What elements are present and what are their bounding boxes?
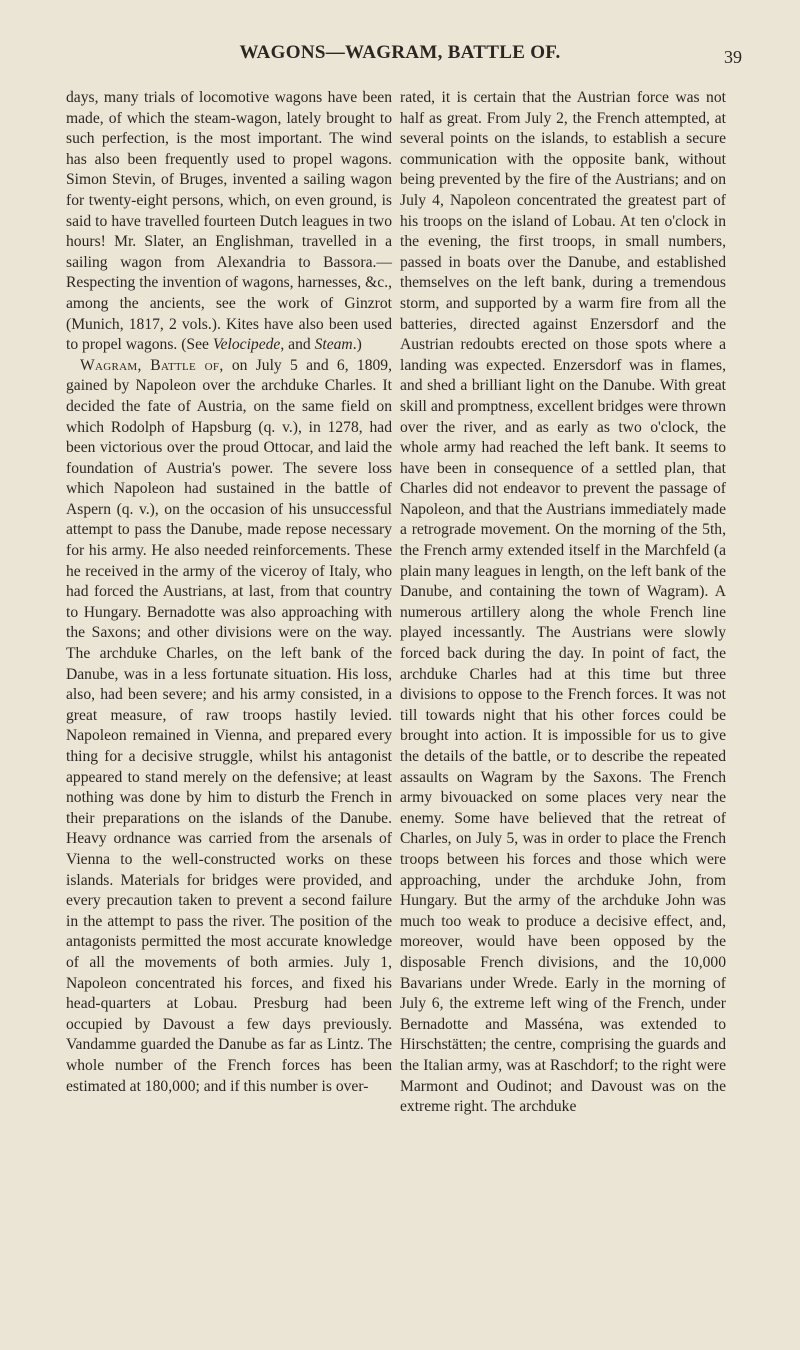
right-column xyxy=(400,88,726,1118)
entry-text: on July 5 and 6, 1809, gained by Napoleon over the archduke Charles. It decided the fate of Austria, on the same field on which Rodolph of Hapsburg (q. v.), in 1278, had been victorious over the proud Ottocar, and laid the foundation of Austria's power. The severe loss which Napoleon had sustained in the battle of Aspern (q. v.), on the occasion of his unsuccessful attempt to pass the Danube, made repose necessary for his army. He also needed reinforcements. These he received in the army of the viceroy of Italy, who had forced the Austrians, at last, from that country to Hungary. Bernadotte was also approaching with the Saxons; and other divisions were on the way. The archduke Charles, on the left bank of the Danube, was in a less fortunate situation. His loss, also, had been severe; and his army consisted, in a great measure, of raw troops hastily levied. Napoleon remained in Vienna, and prepared every thing for a decisive struggle, whilst his antagonist appeared to stand merely on the defensive; at least nothing was done by him to disturb the French in their preparations on the islands of the Danube. Heavy ordnance was carried from the arsenals of Vienna to the well-constructed works on these islands. Materials for bridges were provided, and every precaution taken to prevent a second failure in the attempt to pass the river. The position of the antagonists permitted the most accurate knowledge of all the movements of both armies. July 1, Napoleon concentrated his forces, and fixed his head-quarters at Lobau. Presburg had been occupied by Davoust a few days previously. Vandamme guarded the Danube as far as Lintz. The whole number of the French forces has been estimated at 180,000; and if this number is over- xyxy=(66,356,392,1095)
paragraph-text: , and xyxy=(280,336,315,354)
page-number: 39 xyxy=(724,47,742,67)
paragraph-text: days, many trials of locomotive wagons have been made, of which the steam-wagon, lately brought to such perfection, is the most important. The wind has also been frequently used to propel wagons. Simon Stevin, of Bruges, invented a sailing wagon for twenty-eight persons, which, on even ground, is said to have travelled fourteen Dutch leagues in two hours! Mr. Slater, an Englishman, travelled in a sailing wagon from Alexandria to Bassora.—Respecting the invention of wagons, harnesses, &c., among the ancients, see the work of Ginzrot (Munich, 1817, 2 vols.). Kites have also been used to propel wagons. (See xyxy=(66,89,392,354)
entry-headword: Wagram, Battle of, xyxy=(80,356,224,374)
entry-wagram xyxy=(66,356,392,1097)
left-column xyxy=(66,88,392,1097)
paragraph-wagons xyxy=(66,88,392,356)
cross-reference: Velocipede xyxy=(212,336,281,354)
running-head: WAGONS—WAGRAM, BATTLE OF. xyxy=(239,42,561,63)
cross-reference: Steam xyxy=(314,336,353,354)
paragraph-text: .) xyxy=(352,336,362,354)
paragraph-continued: rated, it is certain that the Austrian force was not half as great. From July 2, the French attempted, at several points on the islands, to establish a secure communication with the opposite bank, without being prevented by the fire of the Austrians; and on July 4, Napoleon concentrated the greatest part of his troops on the island of Lobau. At ten o'clock in the evening, the first troops, in small numbers, passed in boats over the Danube, and established themselves on the left bank, during a tremendous storm, and supported by a warm fire from all the batteries, directed against Enzersdorf and the Austrian redoubts erected on those spots where a landing was expected. Enzersdorf was in flames, and shed a brilliant light on the Danube. With great skill and promptness, excellent bridges were thrown over the river, and as early as two o'clock, the whole army had reached the left bank. It seems to have been in consequence of a settled plan, that Charles did not endeavor to prevent the passage of Napoleon, and that the Austrians immediately made a retrograde movement. On the morning of the 5th, the French army extended itself in the Marchfeld (a plain many leagues in length, on the left bank of the Danube, and containing the town of Wagram). A numerous artillery along the whole French line played incessantly. The Austrians were slowly forced back during the day. In point of fact, the archduke Charles had at this time but three divisions to oppose to the French forces. It was not till towards night that his other forces could be brought into action. It is impossible for us to give the details of the battle, or to describe the repeated assaults on Wagram by the Saxons. The French army bivouacked on some places very near the enemy. Some have believed that the retreat of Charles, on July 5, was in order to place the French troops between his forces and those which were approaching, under the archduke John, from Hungary. But the army of the archduke John was much too weak to produce a decisive effect, and, moreover, would have been opposed by the disposable French divisions, and the 10,000 Bavarians under Wrede. Early in the morning of July 6, the extreme left wing of the French, under Bernadotte and Masséna, was extended to Hirschstätten; the centre, comprising the guards and the Italian army, was at Raschdorf; to the right were Marmont and Oudinot; and Davoust was on the extreme right. The archduke xyxy=(400,89,726,1116)
